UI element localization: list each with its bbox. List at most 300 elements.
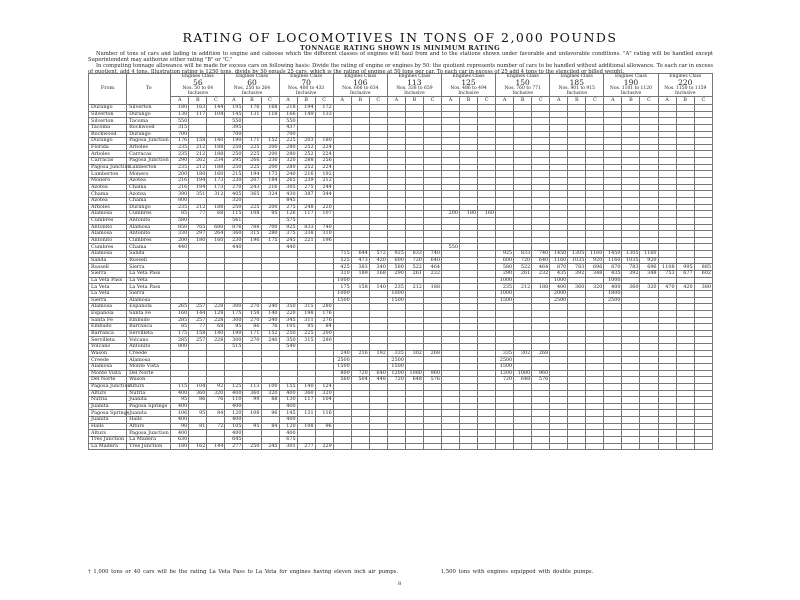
rating-cell	[369, 124, 387, 131]
rating-cell	[532, 191, 550, 198]
rating-cell	[441, 390, 459, 397]
rating-cell	[441, 324, 459, 331]
rating-cell: 400	[225, 390, 243, 397]
rating-letter-header: C	[315, 97, 333, 105]
rating-cell	[315, 264, 333, 271]
rating-cell	[423, 237, 441, 244]
rating-cell	[676, 251, 694, 258]
rating-cell: 268	[423, 350, 441, 357]
engine-class-number: 70	[301, 78, 311, 87]
engine-class-header	[658, 74, 712, 97]
rating-cell: 290	[171, 158, 189, 165]
rating-cell: 1200	[496, 370, 514, 377]
rating-cell	[351, 144, 369, 151]
rating-cell	[279, 257, 297, 264]
rating-cell	[387, 403, 405, 410]
rating-cell	[496, 138, 514, 145]
rating-letter-header: A	[604, 97, 622, 105]
rating-cell	[568, 231, 586, 238]
rating-cell	[405, 231, 423, 238]
rating-cell	[586, 377, 604, 384]
rating-cell: 280	[315, 304, 333, 311]
rating-cell	[550, 324, 568, 331]
rating-cell	[568, 304, 586, 311]
rating-cell	[514, 277, 532, 284]
rating-cell	[496, 330, 514, 337]
rating-cell	[640, 403, 658, 410]
rating-cell: 140	[261, 310, 279, 317]
rating-cell: 175	[261, 237, 279, 244]
rating-cell	[586, 277, 604, 284]
rating-cell	[207, 284, 225, 291]
rating-cell	[586, 111, 604, 118]
from-station-cell: Juanita	[89, 403, 127, 410]
rating-cell	[658, 211, 676, 218]
rating-cell	[550, 370, 568, 377]
rating-cell	[333, 105, 351, 112]
rating-cell: 140	[207, 138, 225, 145]
rating-cell	[586, 171, 604, 178]
rating-cell	[676, 197, 694, 204]
rating-cell	[586, 363, 604, 370]
rating-cell: 1160	[640, 251, 658, 258]
rating-cell	[478, 105, 496, 112]
rating-cell	[297, 277, 315, 284]
rating-cell	[604, 443, 622, 450]
rating-cell	[694, 310, 712, 317]
table-row	[89, 277, 713, 284]
rating-cell	[496, 211, 514, 218]
rating-cell	[586, 237, 604, 244]
from-station-cell: Monte Vista	[89, 370, 127, 377]
rating-cell	[676, 350, 694, 357]
rating-cell: 184	[261, 178, 279, 185]
rating-cell: 275	[279, 204, 297, 211]
rating-cell	[532, 417, 550, 424]
from-station-cell: Antonito	[89, 224, 127, 231]
rating-cell	[586, 211, 604, 218]
rating-cell	[279, 363, 297, 370]
rating-cell	[604, 337, 622, 344]
rating-cell	[514, 144, 532, 151]
rating-cell	[387, 178, 405, 185]
from-station-cell: Florida	[89, 144, 127, 151]
rating-cell	[171, 350, 189, 357]
rating-cell	[586, 344, 604, 351]
rating-cell: 320	[586, 284, 604, 291]
rating-cell	[568, 370, 586, 377]
rating-cell: 104	[189, 383, 207, 390]
rating-cell: 540	[279, 344, 297, 351]
rating-cell	[387, 324, 405, 331]
rating-cell	[460, 171, 478, 178]
rating-cell: 100	[261, 383, 279, 390]
engine-class-incl: Inclusive	[566, 91, 588, 96]
rating-cell	[387, 111, 405, 118]
engine-class-incl: Inclusive	[404, 91, 425, 96]
rating-cell	[496, 151, 514, 158]
rating-cell: 160	[171, 310, 189, 317]
rating-cell: 105	[225, 423, 243, 430]
rating-cell	[351, 178, 369, 185]
rating-cell	[333, 317, 351, 324]
rating-cell	[460, 443, 478, 450]
rating-cell	[496, 397, 514, 404]
rating-cell	[658, 317, 676, 324]
to-station-cell: Sierra	[127, 290, 171, 297]
rating-cell	[405, 397, 423, 404]
rating-cell: 144	[207, 443, 225, 450]
rating-cell	[604, 105, 622, 112]
rating-cell	[622, 105, 640, 112]
rating-cell	[604, 377, 622, 384]
rating-cell	[297, 124, 315, 131]
to-station-cell: Antonito	[127, 217, 171, 224]
rating-cell	[207, 350, 225, 357]
rating-cell: 200	[171, 237, 189, 244]
rating-letter-header: B	[297, 97, 315, 105]
rating-cell: 280	[279, 164, 297, 171]
rating-cell	[243, 244, 261, 251]
rating-cell	[532, 204, 550, 211]
rating-cell	[351, 383, 369, 390]
rating-cell: 85	[171, 324, 189, 331]
rating-letter-header: C	[532, 97, 550, 105]
rating-cell	[550, 363, 568, 370]
rating-cell	[460, 231, 478, 238]
rating-cell	[460, 277, 478, 284]
rating-cell	[658, 383, 676, 390]
rating-cell	[622, 184, 640, 191]
rating-cell	[243, 357, 261, 364]
to-station-cell: Arboles	[127, 144, 171, 151]
rating-cell	[405, 324, 423, 331]
rating-cell	[694, 397, 712, 404]
rating-cell	[550, 410, 568, 417]
rating-cell	[189, 277, 207, 284]
rating-cell: 131	[243, 111, 261, 118]
rating-cell	[460, 297, 478, 304]
to-station-cell: Pagosa Junction	[127, 138, 171, 145]
rating-cell	[351, 138, 369, 145]
rating-cell	[243, 264, 261, 271]
rating-cell: 1080	[514, 370, 532, 377]
from-station-cell: Arboles	[89, 151, 127, 158]
rating-cell	[694, 118, 712, 125]
rating-cell	[658, 178, 676, 185]
table-row	[89, 144, 713, 151]
rating-cell	[568, 423, 586, 430]
rating-cell	[207, 251, 225, 258]
rating-cell	[315, 124, 333, 131]
rating-cell	[640, 211, 658, 218]
rating-cell	[297, 284, 315, 291]
rating-cell	[405, 317, 423, 324]
rating-cell	[604, 357, 622, 364]
rating-cell	[496, 111, 514, 118]
rating-cell	[622, 231, 640, 238]
rating-cell: 105	[279, 324, 297, 331]
rating-cell	[658, 363, 676, 370]
rating-cell: 833	[514, 251, 532, 258]
rating-cell: 130	[171, 111, 189, 118]
rating-cell	[604, 171, 622, 178]
rating-cell	[658, 430, 676, 437]
footnotes	[88, 569, 633, 575]
rating-cell	[658, 277, 676, 284]
rating-cell	[351, 164, 369, 171]
rating-cell	[333, 197, 351, 204]
rating-cell: 240	[279, 171, 297, 178]
rating-cell	[333, 397, 351, 404]
rating-cell	[460, 417, 478, 424]
rating-cell	[622, 164, 640, 171]
rating-letter-header: C	[586, 97, 604, 105]
rating-cell	[622, 383, 640, 390]
rating-cell: 387	[297, 191, 315, 198]
rating-cell	[405, 111, 423, 118]
rating-letter-header: A	[279, 97, 297, 105]
rating-cell: 144	[189, 310, 207, 317]
rating-cell	[640, 417, 658, 424]
rating-cell: 335	[387, 350, 405, 357]
rating-cell	[568, 158, 586, 165]
rating-cell	[369, 317, 387, 324]
rating-cell	[622, 237, 640, 244]
rating-cell	[387, 397, 405, 404]
rating-cell: 648	[405, 377, 423, 384]
from-station-cell: Durango	[89, 138, 127, 145]
rating-cell: 113	[243, 383, 261, 390]
rating-cell	[351, 417, 369, 424]
rating-cell	[171, 290, 189, 297]
rating-cell	[441, 131, 459, 138]
rating-cell	[694, 151, 712, 158]
rating-cell	[676, 204, 694, 211]
rating-cell	[604, 144, 622, 151]
rating-cell: 365	[243, 191, 261, 198]
rating-cell	[423, 337, 441, 344]
rating-letter-header: B	[622, 97, 640, 105]
rating-cell	[369, 410, 387, 417]
rating-cell: 133	[315, 111, 333, 118]
rating-cell	[369, 158, 387, 165]
rating-cell	[640, 430, 658, 437]
rating-cell	[189, 370, 207, 377]
rating-cell	[532, 383, 550, 390]
rating-cell: 400	[225, 403, 243, 410]
rating-cell: 188	[532, 284, 550, 291]
rating-cell	[441, 290, 459, 297]
rating-cell	[694, 423, 712, 430]
rating-cell: 2500	[604, 297, 622, 304]
rating-cell	[676, 397, 694, 404]
rating-cell: 740	[532, 251, 550, 258]
rating-cell	[441, 350, 459, 357]
rating-cell	[351, 290, 369, 297]
engine-class-label: Engines Class	[181, 74, 214, 79]
to-station-cell: Pagosa Springs	[127, 403, 171, 410]
rating-cell	[369, 184, 387, 191]
rating-cell	[514, 164, 532, 171]
rating-letter-header: A	[171, 97, 189, 105]
rating-cell: 229	[315, 443, 333, 450]
rating-cell	[586, 357, 604, 364]
rating-cell	[225, 257, 243, 264]
rating-cell	[604, 217, 622, 224]
to-station-cell: Cumbres	[127, 237, 171, 244]
rating-cell	[622, 290, 640, 297]
rating-cell	[369, 197, 387, 204]
rating-cell: 380	[694, 284, 712, 291]
rating-cell: 81	[189, 423, 207, 430]
rating-cell	[460, 284, 478, 291]
rating-letter-header: B	[189, 97, 207, 105]
rating-cell	[640, 231, 658, 238]
rating-cell	[640, 297, 658, 304]
rating-cell: 252	[297, 164, 315, 171]
rating-cell: 252	[297, 151, 315, 158]
rating-cell	[423, 390, 441, 397]
rating-cell	[586, 443, 604, 450]
rating-cell	[604, 410, 622, 417]
rating-cell	[622, 390, 640, 397]
from-station-cell: Barranca	[89, 330, 127, 337]
rating-cell	[658, 290, 676, 297]
rating-cell	[315, 118, 333, 125]
rating-cell: 312	[207, 191, 225, 198]
engine-class-incl: Inclusive	[620, 91, 642, 96]
rating-cell	[604, 158, 622, 165]
to-station-cell: Juanita	[127, 410, 171, 417]
rating-cell: 200	[441, 211, 459, 218]
rating-cell: 96	[261, 410, 279, 417]
from-station-cell: Sierra	[89, 297, 127, 304]
rating-cell	[514, 403, 532, 410]
from-station-cell: Rockwood	[89, 131, 127, 138]
rating-cell: 188	[207, 164, 225, 171]
rating-cell: 235	[171, 144, 189, 151]
rating-cell	[550, 118, 568, 125]
to-station-cell: Silverton	[127, 105, 171, 112]
to-station-cell: Tacoma	[127, 118, 171, 125]
rating-cell: 677	[676, 271, 694, 278]
rating-cell: 245	[261, 443, 279, 450]
rating-cell	[333, 310, 351, 317]
rating-cell	[640, 317, 658, 324]
rating-cell	[171, 277, 189, 284]
rating-cell: 576	[532, 377, 550, 384]
rating-cell: 235	[171, 151, 189, 158]
engine-class-nos: Nos. 400 to 433	[287, 86, 325, 91]
to-station-cell: Monero	[127, 171, 171, 178]
rating-cell	[550, 430, 568, 437]
rating-cell: 162	[189, 443, 207, 450]
rating-cell	[604, 237, 622, 244]
rating-cell	[297, 257, 315, 264]
rating-cell	[640, 105, 658, 112]
rating-cell: 360	[297, 390, 315, 397]
rating-cell	[658, 297, 676, 304]
rating-cell	[514, 290, 532, 297]
rating-cell: 215	[225, 171, 243, 178]
rating-cell	[243, 370, 261, 377]
rating-cell: 1000	[550, 277, 568, 284]
rating-cell	[369, 224, 387, 231]
rating-cell	[568, 410, 586, 417]
rating-cell: 96	[315, 423, 333, 430]
rating-cell: 800	[333, 370, 351, 377]
rating-cell	[568, 138, 586, 145]
rating-cell: 216	[297, 171, 315, 178]
rating-cell	[351, 330, 369, 337]
rating-cell: 188	[207, 151, 225, 158]
rating-cell	[423, 357, 441, 364]
rating-cell: 1000	[496, 290, 514, 297]
rating-cell: 550	[279, 118, 297, 125]
rating-cell: 1500	[387, 363, 405, 370]
rating-cell	[496, 417, 514, 424]
rating-cell	[478, 191, 496, 198]
rating-cell	[658, 105, 676, 112]
rating-cell	[405, 417, 423, 424]
rating-cell	[676, 231, 694, 238]
rating-cell	[676, 443, 694, 450]
rating-cell: 115	[225, 211, 243, 218]
rating-cell	[586, 197, 604, 204]
rating-cell: 925	[387, 251, 405, 258]
rating-cell: 85	[171, 211, 189, 218]
rating-cell	[622, 158, 640, 165]
rating-cell: 285	[171, 317, 189, 324]
engine-class-nos: Nos. 901 to 915	[558, 86, 595, 91]
rating-cell	[405, 178, 423, 185]
rating-cell	[441, 403, 459, 410]
rating-cell	[640, 184, 658, 191]
engine-class-nos: Nos. 50 to 64	[182, 86, 214, 91]
rating-cell	[640, 357, 658, 364]
rating-cell	[568, 164, 586, 171]
rating-cell	[441, 144, 459, 151]
rating-cell	[640, 277, 658, 284]
rating-cell	[441, 264, 459, 271]
rating-cell: 295	[225, 158, 243, 165]
rating-cell	[622, 403, 640, 410]
rating-cell	[604, 138, 622, 145]
rating-cell	[423, 197, 441, 204]
rating-letter-header: A	[441, 97, 459, 105]
rating-cell	[658, 217, 676, 224]
rating-cell: 200	[315, 330, 333, 337]
rating-cell	[369, 390, 387, 397]
rating-cell: 1500	[496, 297, 514, 304]
rating-cell	[640, 290, 658, 297]
rating-cell: 310	[315, 231, 333, 238]
rating-cell	[658, 251, 676, 258]
rating-cell	[423, 430, 441, 437]
rating-cell: 2500	[550, 297, 568, 304]
rating-cell	[676, 417, 694, 424]
rating-cell	[405, 204, 423, 211]
rating-cell	[333, 118, 351, 125]
to-station-cell: Durango	[127, 204, 171, 211]
rating-cell	[478, 304, 496, 311]
rating-cell	[550, 105, 568, 112]
rating-cell	[387, 430, 405, 437]
rating-cell	[604, 403, 622, 410]
rating-cell	[496, 410, 514, 417]
rating-cell	[514, 105, 532, 112]
